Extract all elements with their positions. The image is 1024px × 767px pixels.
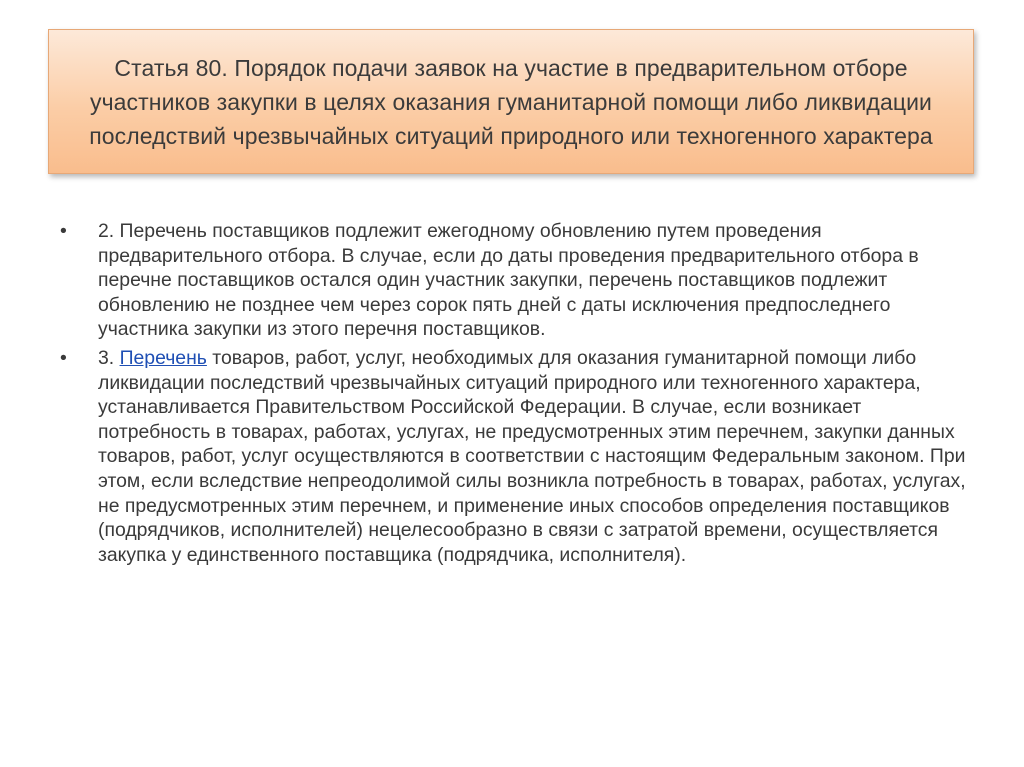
content-area <box>60 219 970 571</box>
slide-title: Статья 80. Порядок подачи заявок на участие в предварительном отборе участников закупки в целях оказания гуманитарной помощи либо ликвидации последствий чрезвычайных ситуаций природного или техногенного характера <box>89 54 933 149</box>
title-box <box>48 29 974 174</box>
bullet-prefix: 3. <box>98 346 120 369</box>
bullet-marker: • <box>60 346 67 369</box>
bullet-item-1 <box>60 219 970 342</box>
bullet-item-2 <box>60 346 970 567</box>
bullet-marker: • <box>60 220 67 242</box>
bullet-text: 2. Перечень поставщиков подлежит ежегодному обновлению путем проведения предварительного отбора. В случае, если до даты проведения предварительного отбора в перечне поставщиков остался один участник закупки, перечень поставщиков подлежит обновлению не позднее чем через сорок пять дней с даты исключения предпоследнего участника закупки из этого перечня поставщиков. <box>98 220 919 341</box>
bullet-text: товаров, работ, услуг, необходимых для оказания гуманитарной помощи либо ликвидации последствий чрезвычайных ситуаций природного или техногенного характера, устанавливается Правительством Российской Федерации. В случае, если возникает потребность в товарах, работах, услугах, не предусмотренных этим перечнем, закупки данных товаров, работ, услуг осуществляются в соответствии с настоящим Федеральным законом. При этом, если вследствие непреодолимой силы возникла потребность в товарах, работах, услугах, не предусмотренных этим перечнем, и применение иных способов определения поставщиков (подрядчиков, исполнителей) нецелесообразно в связи с затратой времени, осуществляется закупка у единственного поставщика (подрядчика, исполнителя). <box>98 346 966 566</box>
perechen-link[interactable]: Перечень <box>119 346 207 369</box>
